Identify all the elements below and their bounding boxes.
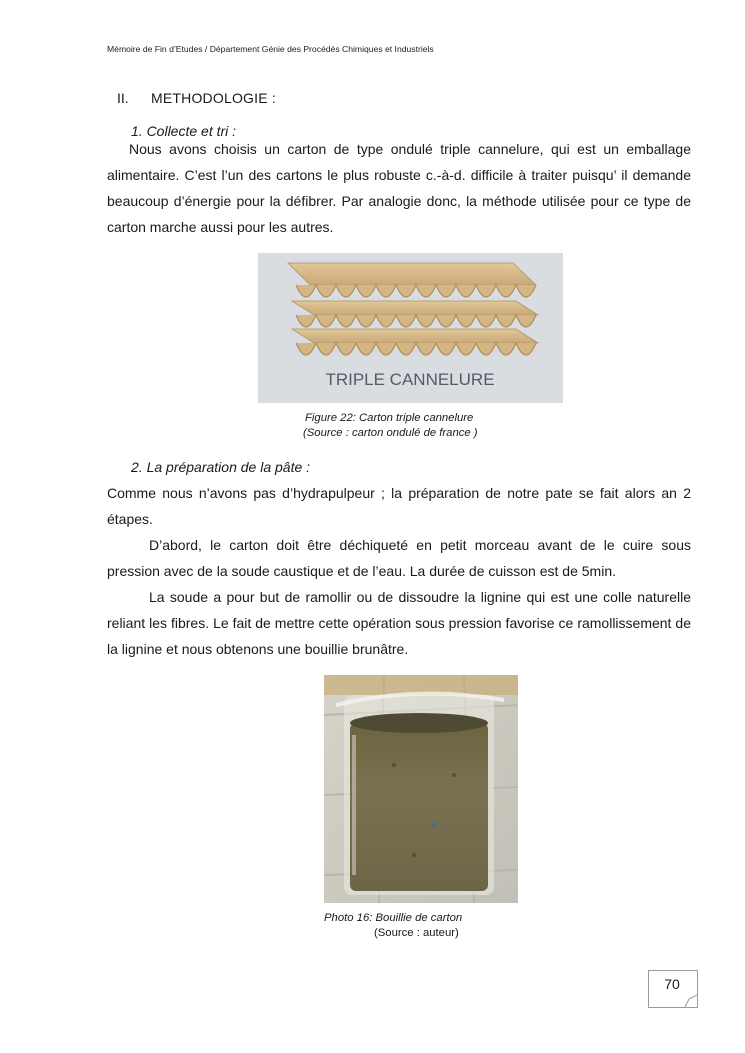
paragraph-dechiquetage: D’abord, le carton doit être déchiqueté en petit morceau avant de le cuire sous pression avec de la soude caustique et de l’eau. La durée de cuisson est de 5min. — [107, 537, 691, 579]
paragraph-soude: La soude a pour but de ramollir ou de dissoudre la lignine qui est une colle naturelle reliant les fibres. Le fait de mettre cette opération sous pression favorise ce ramollissement de la lignine et nous obtenons une bouillie brunâtre. — [107, 589, 691, 657]
page-number: 70 — [664, 976, 680, 992]
subsection-2-paragraphs — [107, 480, 691, 662]
figure-22-caption: Figure 22: Carton triple cannelure — [305, 412, 474, 424]
paragraph-collecte: Nous avons choisis un carton de type ondulé triple cannelure, qui est un emballage alimentaire. C’est l’un des cartons le plus robuste c.-à-d. difficile à traiter puisqu’ il demande beaucoup d’énergie pour la défibrer. Par analogie donc, la méthode utilisée pour ce type de carton marche aussi pour les autres. — [107, 141, 691, 235]
figure-22-image — [258, 253, 563, 403]
page-header: Mémoire de Fin d’Etudes / Département Génie des Procédés Chimiques et Industriels — [107, 44, 434, 54]
subsection-1-paragraph — [107, 136, 691, 240]
figure-22-image-label: TRIPLE CANNELURE — [325, 370, 495, 389]
subsection-1-title: 1. Collecte et tri : — [131, 123, 237, 139]
figure-22-source: (Source : carton ondulé de france ) — [303, 427, 478, 439]
photo-16-image — [324, 675, 518, 903]
corrugated-carton-illustration — [258, 253, 563, 403]
photo-16-caption: Photo 16: Bouillie de carton — [324, 912, 463, 924]
beaker-photo — [324, 675, 518, 903]
section-number: II. — [117, 90, 129, 106]
paragraph-hydrapulpeur: Comme nous n’avons pas d’hydrapulpeur ; la préparation de notre pate se fait alors an 2 étapes. — [107, 485, 691, 527]
photo-16-source: (Source : auteur) — [374, 927, 459, 939]
section-title: METHODOLOGIE : — [151, 90, 276, 106]
subsection-2-title: 2. La préparation de la pâte : — [131, 459, 311, 475]
